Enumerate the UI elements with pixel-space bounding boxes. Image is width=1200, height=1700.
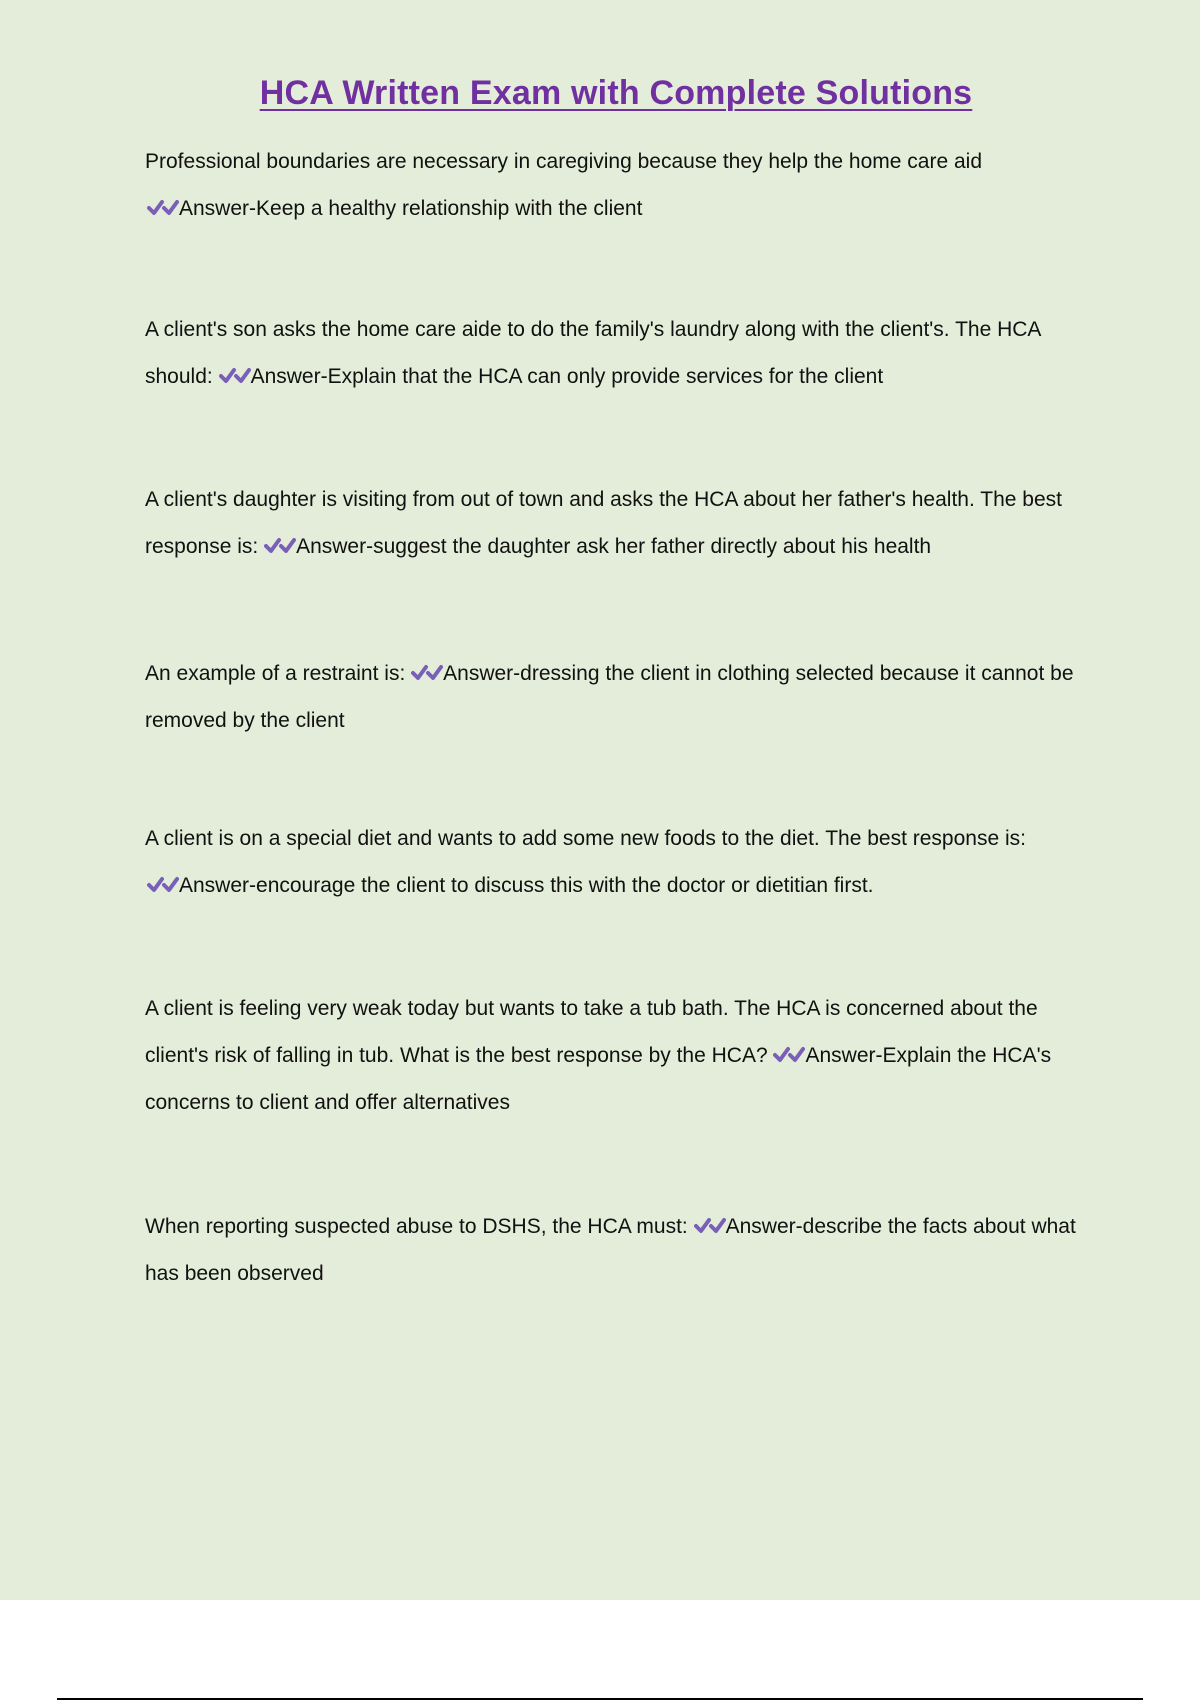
qa-item-2 — [145, 306, 1095, 400]
question-text: A client is feeling very weak today but wants to take a tub bath. The HCA is concerned about the client's risk of falling in tub. What is the best response by the HCA? — [145, 997, 1038, 1067]
answer-text: Answer-Explain the HCA's concerns to client and offer alternatives — [145, 1044, 1052, 1114]
question-text: When reporting suspected abuse to DSHS, the HCA must: — [145, 1215, 688, 1238]
qa-item-6 — [145, 985, 1095, 1126]
document-title: HCA Written Exam with Complete Solutions — [259, 74, 973, 112]
answer-text: Answer-dressing the client in clothing selected because it cannot be removed by the client — [145, 662, 1074, 732]
checkmark-icon — [411, 661, 443, 683]
question-text: A client is on a special diet and wants to add some new foods to the diet. The best response is: — [145, 827, 1026, 850]
question-text: Professional boundaries are necessary in caregiving because they help the home care aid — [145, 150, 983, 173]
answer-text: Answer-Keep a healthy relationship with the client — [179, 197, 643, 220]
qa-item-1 — [145, 138, 1095, 232]
question-text: An example of a restraint is: — [145, 662, 406, 685]
qa-item-7 — [145, 1203, 1095, 1297]
checkmark-icon — [694, 1214, 726, 1236]
question-text: A client's son asks the home care aide to do the family's laundry along with the client's. The HCA should: — [145, 318, 1041, 388]
qa-item-3 — [145, 476, 1095, 570]
answer-text: Answer-suggest the daughter ask her father directly about his health — [296, 535, 932, 558]
answer-text: Answer-encourage the client to discuss this with the doctor or dietitian first. — [179, 874, 874, 897]
checkmark-icon — [219, 364, 251, 386]
qa-item-4 — [145, 650, 1095, 744]
answer-text: Answer-Explain that the HCA can only provide services for the client — [250, 365, 884, 388]
qa-item-5 — [145, 815, 1095, 909]
checkmark-icon — [147, 196, 179, 218]
checkmark-icon — [264, 534, 296, 556]
checkmark-icon — [147, 873, 179, 895]
question-text: A client's daughter is visiting from out of town and asks the HCA about her father's health. The best response is: — [145, 488, 1062, 558]
answer-text: Answer-describe the facts about what has been observed — [145, 1215, 1076, 1285]
checkmark-icon — [773, 1043, 805, 1065]
